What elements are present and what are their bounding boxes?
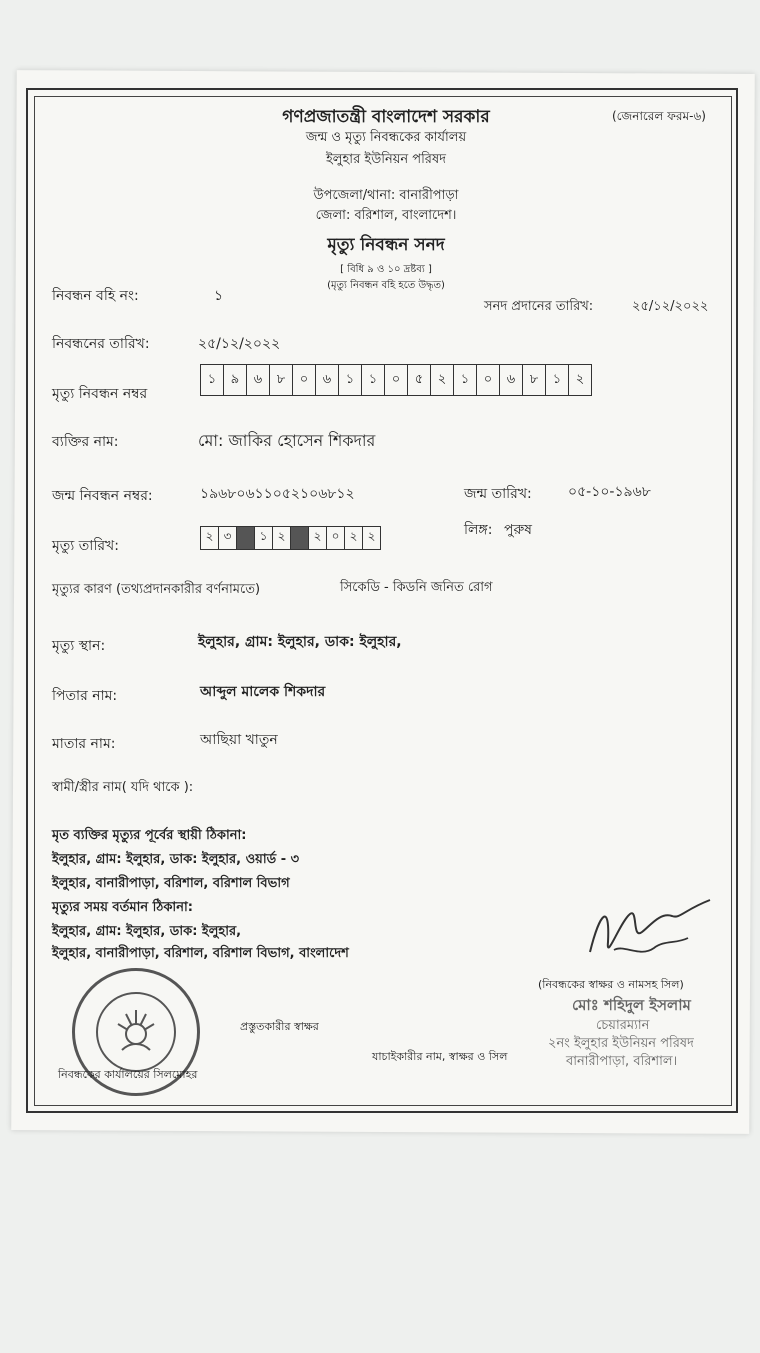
birth-date-value: ০৫-১০-১৯৬৮ xyxy=(568,484,651,500)
father-label: পিতার নাম: xyxy=(52,688,118,704)
form-label: (জেনারেল ফরম-৬) xyxy=(612,109,706,123)
death-reg-digit: ১ xyxy=(201,365,224,395)
cause-value: সিকেডি - কিডনি জনিত রোগ xyxy=(340,580,493,595)
death-reg-digit: ০ xyxy=(293,365,316,395)
verifier-sign-label: যাচাইকারীর নাম, স্বাক্ষর ও সিল xyxy=(372,1050,508,1063)
present-address-line1: ইলুহার, গ্রাম: ইলুহার, ডাক: ইলুহার, xyxy=(52,924,242,939)
perm-address-line2: ইলুহার, বানারীপাড়া, বরিশাল, বরিশাল বিভাগ xyxy=(52,876,290,891)
death-reg-digit: ৬ xyxy=(500,365,523,395)
person-name-value: মো: জাকির হোসেন শিকদার xyxy=(198,431,376,450)
registrar-name: মোঃ শহিদুল ইসলাম xyxy=(572,996,691,1014)
death-date-label: মৃত্যু তারিখ: xyxy=(52,538,119,554)
cause-label: মৃত্যুর কারণ (তথ্যপ্রদানকারীর বর্ণনামতে) xyxy=(52,582,261,597)
gender-label: লিঙ্গ: xyxy=(464,522,493,538)
district: জেলা: বরিশাল, বাংলাদেশ। xyxy=(315,208,457,223)
gov-title: গণপ্রজাতন্ত্রী বাংলাদেশ সরকার xyxy=(282,107,490,127)
reg-date-value: ২৫/১২/২০২২ xyxy=(198,336,281,352)
death-reg-digit: ৬ xyxy=(247,365,270,395)
registrar-union: ২নং ইলুহার ইউনিয়ন পরিষদ xyxy=(548,1036,694,1051)
death-reg-digit: ০ xyxy=(477,365,500,395)
death-date-separator xyxy=(291,527,309,549)
birth-reg-no-value: ১৯৬৮০৬১১০৫২১০৬৮১২ xyxy=(200,486,355,502)
death-date-digit: ২ xyxy=(345,527,363,549)
death-reg-no-boxes xyxy=(200,364,592,396)
union-name: ইলুহার ইউনিয়ন পরিষদ xyxy=(326,152,446,167)
registrar-signature-icon xyxy=(580,892,720,972)
birth-reg-no-label: জন্ম নিবন্ধন নম্বর: xyxy=(52,488,153,504)
death-date-digit: ১ xyxy=(255,527,273,549)
death-reg-digit: ৯ xyxy=(224,365,247,395)
present-address-line2: ইলুহার, বানারীপাড়া, বরিশাল, বরিশাল বিভাগ, বাংলাদেশ xyxy=(52,946,349,961)
death-reg-digit: ১ xyxy=(454,365,477,395)
issue-date-value: ২৫/১২/২০২২ xyxy=(632,299,709,314)
death-reg-digit: ৬ xyxy=(316,365,339,395)
certificate-title: মৃত্যু নিবন্ধন সনদ xyxy=(327,235,445,255)
death-reg-no-label: মৃত্যু নিবন্ধন নম্বর xyxy=(52,386,148,402)
present-address-label: মৃত্যুর সময় বর্তমান ঠিকানা: xyxy=(52,900,193,915)
registrar-sign-note: (নিবন্ধকের স্বাক্ষর ও নামসহ সিল) xyxy=(538,978,684,991)
mother-label: মাতার নাম: xyxy=(52,736,116,752)
death-date-separator xyxy=(237,527,255,549)
gender-value: পুরুষ xyxy=(504,522,532,538)
death-place-label: মৃত্যু স্থান: xyxy=(52,638,106,654)
death-reg-digit: ১ xyxy=(546,365,569,395)
registrar-place: বানারীপাড়া, বরিশাল। xyxy=(566,1054,678,1069)
death-date-boxes xyxy=(200,526,381,550)
spouse-label: স্বামী/স্ত্রীর নাম( যদি থাকে ): xyxy=(52,780,194,795)
death-reg-digit: ৮ xyxy=(270,365,293,395)
mother-value: আছিয়া খাতুন xyxy=(200,732,278,748)
excerpt-note: (মৃত্যু নিবন্ধন বহি হতে উদ্ধৃত) xyxy=(327,280,445,291)
death-reg-digit: ৮ xyxy=(523,365,546,395)
death-reg-digit: ৫ xyxy=(408,365,431,395)
office-name: জন্ম ও মৃত্যু নিবন্ধকের কার্যালয় xyxy=(305,130,467,145)
birth-date-label: জন্ম তারিখ: xyxy=(464,486,532,502)
issue-date-label: সনদ প্রদানের তারিখ: xyxy=(484,299,594,314)
book-no-label: নিবন্ধন বহি নং: xyxy=(52,288,139,304)
death-date-digit: ২ xyxy=(273,527,291,549)
death-reg-digit: ২ xyxy=(431,365,454,395)
death-date-digit: ২ xyxy=(367,529,376,543)
book-no-value: ১ xyxy=(214,288,224,304)
death-reg-digit: ০ xyxy=(385,365,408,395)
death-reg-digit: ১ xyxy=(362,365,385,395)
father-value: আব্দুল মালেক শিকদার xyxy=(200,684,326,700)
death-date-digit: ৩ xyxy=(219,527,237,549)
death-reg-digit: ২ xyxy=(575,371,585,387)
reg-date-label: নিবন্ধনের তারিখ: xyxy=(52,336,150,352)
perm-address-line1: ইলুহার, গ্রাম: ইলুহার, ডাক: ইলুহার, ওয়ার্ড - ৩ xyxy=(52,852,300,867)
office-seal-label: নিবন্ধকের কার্যালয়ের সিলমোহর xyxy=(58,1068,198,1081)
death-reg-digit: ১ xyxy=(339,365,362,395)
perm-address-label: মৃত ব্যক্তির মৃত্যুর পূর্বের স্থায়ী ঠিকানা: xyxy=(52,828,247,843)
death-date-digit: ০ xyxy=(327,527,345,549)
death-date-digit: ২ xyxy=(309,527,327,549)
person-name-label: ব্যক্তির নাম: xyxy=(52,434,119,450)
death-place-value: ইলুহার, গ্রাম: ইলুহার, ডাক: ইলুহার, xyxy=(198,634,402,650)
upazila: উপজেলা/থানা: বানারীপাড়া xyxy=(313,188,459,203)
preparer-sign-label: প্রস্তুতকারীর স্বাক্ষর xyxy=(240,1020,319,1033)
death-date-digit: ২ xyxy=(201,527,219,549)
registrar-designation: চেয়ারম্যান xyxy=(596,1018,650,1033)
rule-ref: [ বিধি ৯ ও ১০ দ্রষ্টব্য ] xyxy=(340,264,432,275)
